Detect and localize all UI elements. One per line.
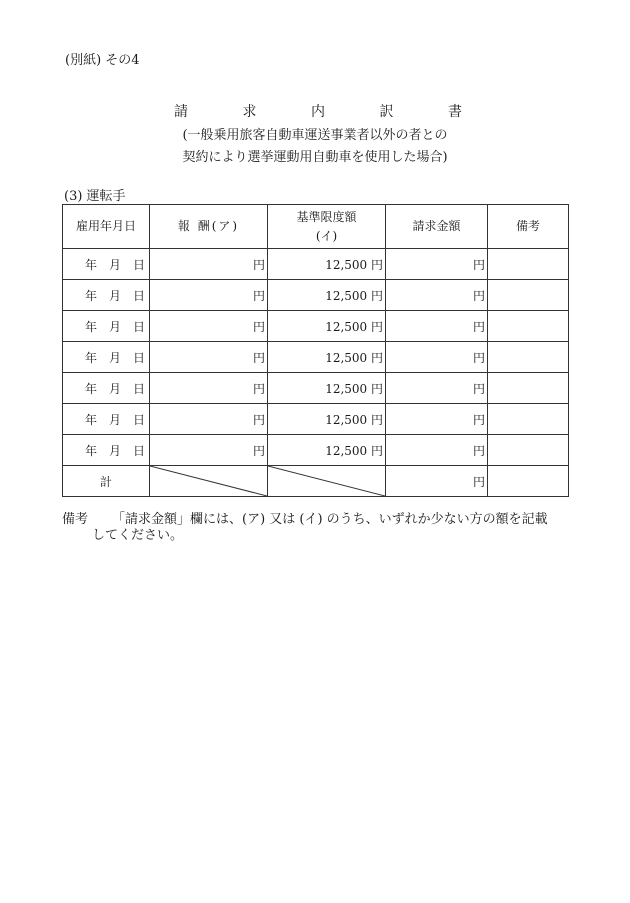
- claim-cell[interactable]: 円: [386, 311, 488, 342]
- header-date: 雇用年月日: [63, 205, 150, 249]
- total-label: 計: [63, 466, 150, 497]
- title-char: 訳: [379, 104, 394, 120]
- title-char: 書: [448, 104, 462, 120]
- note-label: 備考: [62, 512, 89, 527]
- table-row: [63, 249, 569, 280]
- total-claim-cell[interactable]: 円: [386, 466, 488, 497]
- subtitle-line-1: (一般乗用旅客自動車運送事業者以外の者との: [182, 128, 448, 143]
- header-claim: 請求金額: [386, 205, 488, 249]
- reward-cell[interactable]: 円: [150, 373, 268, 404]
- remarks-cell[interactable]: [488, 342, 569, 373]
- claim-table: [62, 204, 569, 497]
- reward-cell[interactable]: 円: [150, 249, 268, 280]
- claim-cell[interactable]: 円: [386, 280, 488, 311]
- reward-cell[interactable]: 円: [150, 435, 268, 466]
- claim-cell[interactable]: 円: [386, 435, 488, 466]
- table-row: [63, 404, 569, 435]
- total-row: [63, 466, 569, 497]
- remarks-cell[interactable]: [488, 404, 569, 435]
- header-limit-line1: 基準限度額: [296, 209, 357, 224]
- reward-cell[interactable]: 円: [150, 342, 268, 373]
- table-row: [63, 373, 569, 404]
- date-cell[interactable]: 年 月 日: [63, 249, 150, 280]
- claim-cell[interactable]: 円: [386, 373, 488, 404]
- header-reward: 報 酬(ア): [150, 205, 268, 249]
- claim-cell[interactable]: 円: [386, 342, 488, 373]
- limit-cell: 12,500 円: [268, 280, 386, 311]
- annex-label: (別紙) その4: [65, 53, 140, 68]
- limit-cell: 12,500 円: [268, 373, 386, 404]
- diagonal-strike-cell: [268, 466, 386, 497]
- limit-cell: 12,500 円: [268, 435, 386, 466]
- remarks-cell[interactable]: [488, 249, 569, 280]
- remarks-cell[interactable]: [488, 311, 569, 342]
- section-label: (3) 運転手: [64, 189, 126, 204]
- title-char: 請: [174, 104, 188, 120]
- diagonal-line: [268, 466, 385, 496]
- header-limit: [268, 205, 386, 249]
- limit-cell: 12,500 円: [268, 311, 386, 342]
- table-row: [63, 280, 569, 311]
- subtitle-line-2: 契約により選挙運動用自動車を使用した場合): [182, 150, 448, 165]
- limit-cell: 12,500 円: [268, 404, 386, 435]
- remarks-cell[interactable]: [488, 373, 569, 404]
- title-char: 求: [242, 104, 257, 120]
- header-limit-line2: (イ): [315, 228, 338, 243]
- remarks-cell[interactable]: [488, 435, 569, 466]
- note-text-line-1: 「請求金額」欄には、(ア) 又は (イ) のうち、いずれか少ない方の額を記載: [112, 512, 548, 527]
- note-text-line-2: してください。: [92, 528, 184, 543]
- date-cell[interactable]: 年 月 日: [63, 342, 150, 373]
- table-header-row: [63, 205, 569, 249]
- date-cell[interactable]: 年 月 日: [63, 373, 150, 404]
- date-cell[interactable]: 年 月 日: [63, 435, 150, 466]
- claim-cell[interactable]: 円: [386, 249, 488, 280]
- reward-cell[interactable]: 円: [150, 280, 268, 311]
- diagonal-strike-cell: [150, 466, 268, 497]
- claim-cell[interactable]: 円: [386, 404, 488, 435]
- date-cell[interactable]: 年 月 日: [63, 311, 150, 342]
- table-row: [63, 311, 569, 342]
- header-remarks: 備考: [488, 205, 569, 249]
- diagonal-line: [150, 466, 267, 496]
- table-row: [63, 435, 569, 466]
- remarks-cell[interactable]: [488, 280, 569, 311]
- reward-cell[interactable]: 円: [150, 404, 268, 435]
- title-char: 内: [311, 104, 325, 120]
- total-remarks-cell[interactable]: [488, 466, 569, 497]
- document-title: [174, 101, 462, 121]
- limit-cell: 12,500 円: [268, 249, 386, 280]
- reward-cell[interactable]: 円: [150, 311, 268, 342]
- limit-cell: 12,500 円: [268, 342, 386, 373]
- table-row: [63, 342, 569, 373]
- date-cell[interactable]: 年 月 日: [63, 280, 150, 311]
- date-cell[interactable]: 年 月 日: [63, 404, 150, 435]
